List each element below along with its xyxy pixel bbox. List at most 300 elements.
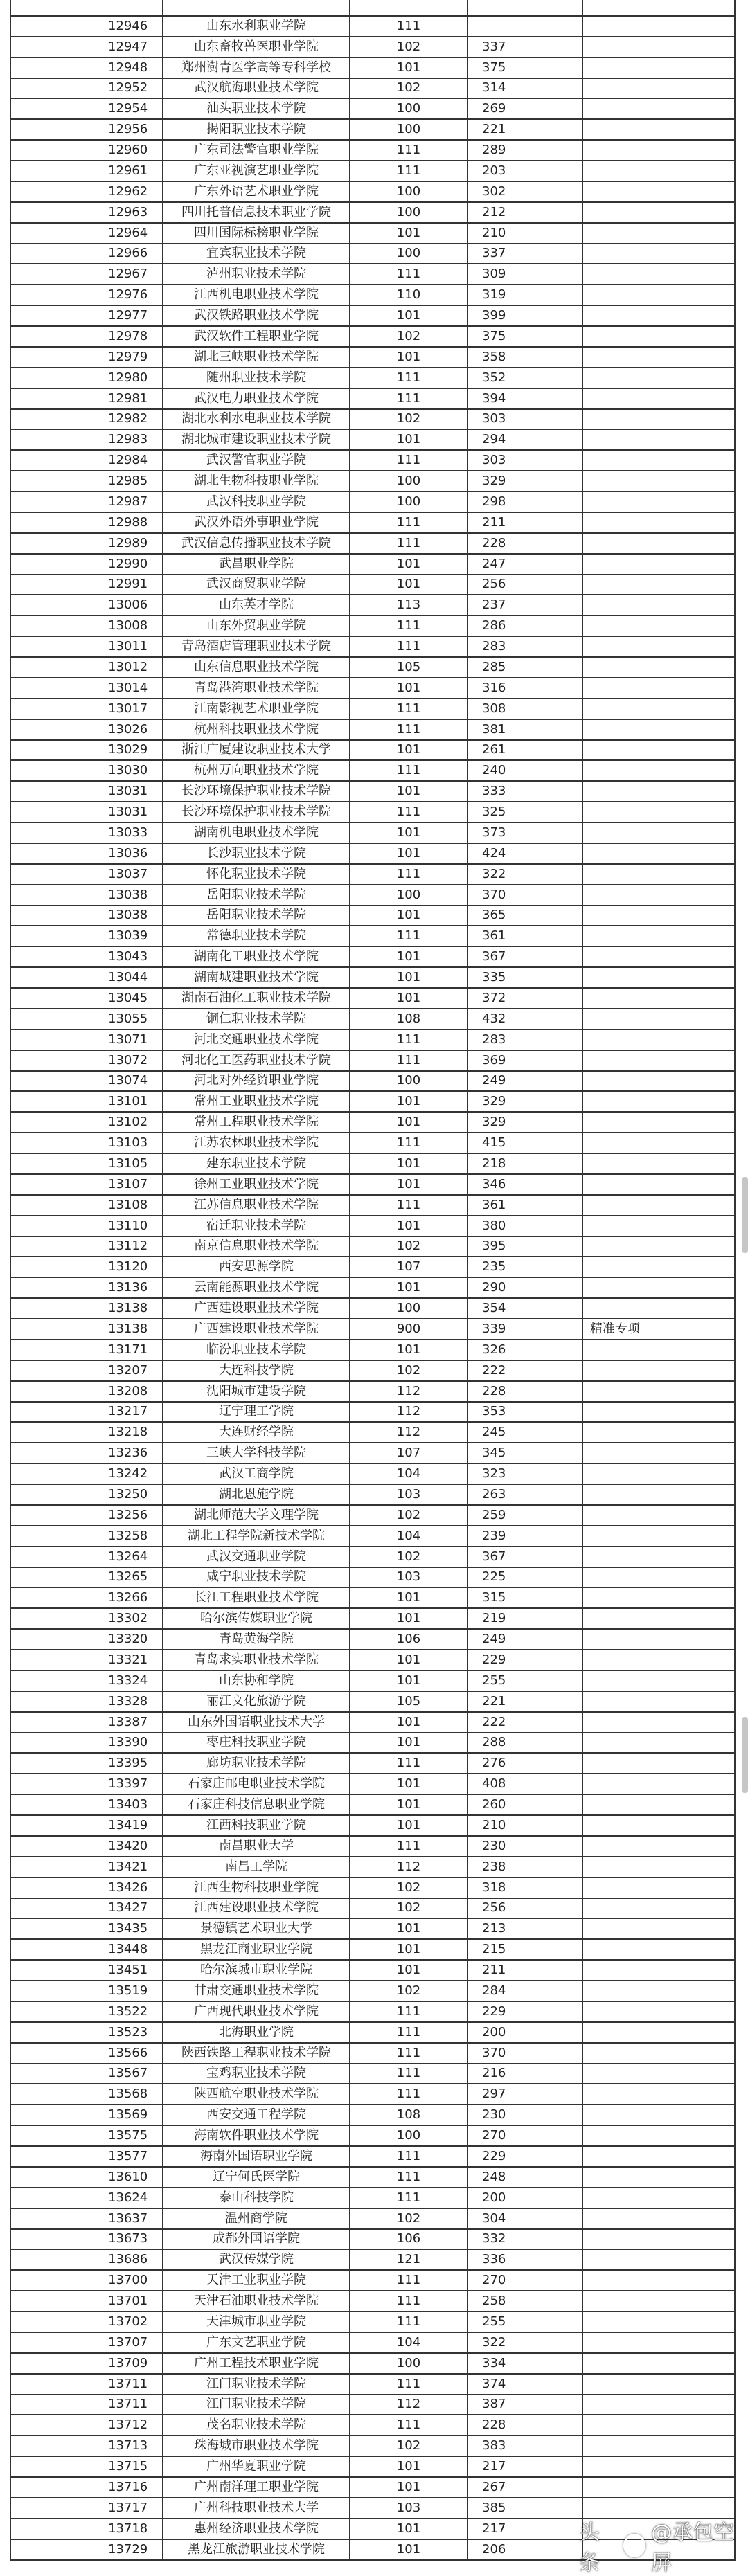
table-row	[11, 2291, 736, 2312]
school-name-cell: 长沙职业技术学院	[163, 844, 350, 863]
school-name-cell: 四川国际标榜职业学院	[163, 224, 350, 243]
min-score-cell: 270	[468, 2271, 583, 2290]
school-code-cell: 13711	[11, 2375, 163, 2394]
major-group-cell: 111	[350, 1030, 468, 1050]
school-name-cell: 武汉科技职业学院	[163, 492, 350, 512]
min-score-cell: 228	[468, 534, 583, 553]
school-code-cell: 13426	[11, 1878, 163, 1898]
major-group-cell: 104	[350, 2333, 468, 2352]
school-name-cell: 广西建设职业技术学院	[163, 1299, 350, 1318]
toutiao-watermark	[579, 2521, 748, 2575]
school-name-cell: 常德职业技术学院	[163, 926, 350, 946]
note-cell	[583, 1816, 736, 1835]
table-row	[11, 1671, 736, 1692]
table-row	[11, 1051, 736, 1072]
school-code-cell: 13420	[11, 1837, 163, 1856]
school-code-cell: 12990	[11, 555, 163, 574]
table-row	[11, 1940, 736, 1961]
min-score-cell: 372	[468, 989, 583, 1008]
table-row	[11, 926, 736, 947]
table-row	[11, 0, 736, 17]
table-row	[11, 1154, 736, 1175]
note-cell	[583, 906, 736, 926]
min-score-cell: 375	[468, 58, 583, 78]
table-row	[11, 513, 736, 534]
school-name-cell: 广州南洋理工职业学院	[163, 2478, 350, 2497]
note-cell	[583, 1899, 736, 1918]
min-score-cell: 367	[468, 1547, 583, 1567]
note-cell	[583, 2023, 736, 2042]
school-name-cell: 丽江文化旅游学院	[163, 1692, 350, 1711]
table-row	[11, 1754, 736, 1774]
major-group-cell: 101	[350, 947, 468, 966]
school-code-cell: 13320	[11, 1630, 163, 1649]
school-code-cell: 13568	[11, 2084, 163, 2104]
min-score-cell: 383	[468, 2436, 583, 2456]
school-name-cell: 汕头职业技术学院	[163, 99, 350, 118]
major-group-cell: 111	[350, 2271, 468, 2290]
major-group-cell: 101	[350, 678, 468, 698]
note-cell	[583, 2375, 736, 2394]
school-name-cell: 海南外国语职业学院	[163, 2147, 350, 2166]
note-cell	[583, 1361, 736, 1380]
note-cell	[583, 2478, 736, 2497]
min-score-cell: 263	[468, 1485, 583, 1504]
school-code-cell: 13038	[11, 906, 163, 926]
table-row	[11, 2168, 736, 2188]
school-name-cell: 四川托普信息技术职业学院	[163, 203, 350, 222]
school-code-cell: 13256	[11, 1506, 163, 1525]
school-name-cell: 陕西航空职业技术学院	[163, 2084, 350, 2104]
table-row	[11, 699, 736, 720]
min-score-cell: 225	[468, 1568, 583, 1587]
major-group-cell: 102	[350, 2436, 468, 2456]
major-group-cell: 111	[350, 2291, 468, 2311]
school-name-cell: 大连科技学院	[163, 1361, 350, 1380]
note-cell	[583, 224, 736, 243]
school-name-cell: 武汉传媒学院	[163, 2250, 350, 2269]
school-name-cell: 石家庄科技信息职业学院	[163, 1795, 350, 1814]
table-row	[11, 844, 736, 865]
table-row	[11, 1092, 736, 1113]
school-code-cell: 13036	[11, 844, 163, 863]
school-code-cell: 13403	[11, 1795, 163, 1814]
school-code-cell: 13105	[11, 1154, 163, 1173]
table-row	[11, 1382, 736, 1403]
major-group-cell: 101	[350, 989, 468, 1008]
major-group-cell: 101	[350, 1733, 468, 1753]
major-group-cell: 111	[350, 2375, 468, 2394]
min-score-cell: 221	[468, 1692, 583, 1711]
school-name-cell: 哈尔滨传媒职业学院	[163, 1609, 350, 1628]
school-code-cell: 13138	[11, 1299, 163, 1318]
table-row	[11, 1713, 736, 1733]
note-cell	[583, 1713, 736, 1732]
note-cell	[583, 389, 736, 408]
table-row	[11, 637, 736, 658]
school-code-cell: 12987	[11, 492, 163, 512]
note-cell	[583, 1837, 736, 1856]
min-score-cell: 256	[468, 1899, 583, 1918]
note-cell	[583, 1526, 736, 1546]
min-score-cell: 304	[468, 2209, 583, 2228]
note-cell	[583, 699, 736, 719]
min-score-cell: 329	[468, 1113, 583, 1132]
table-row	[11, 1899, 736, 1920]
school-code-cell: 12976	[11, 285, 163, 305]
school-name-cell: 景德镇艺术职业大学	[163, 1919, 350, 1938]
major-group-cell: 111	[350, 2168, 468, 2187]
school-name-cell: 建东职业技术学院	[163, 1154, 350, 1173]
school-name-cell: 广东亚视演艺职业学院	[163, 161, 350, 181]
note-cell	[583, 844, 736, 863]
school-code-cell: 12947	[11, 37, 163, 57]
major-group-cell: 100	[350, 244, 468, 264]
table-row	[11, 1547, 736, 1568]
min-score-cell: 361	[468, 1196, 583, 1215]
min-score-cell: 335	[468, 968, 583, 987]
table-row	[11, 2188, 736, 2209]
school-code-cell: 13448	[11, 1940, 163, 1959]
major-group-cell: 112	[350, 2395, 468, 2415]
major-group-cell: 102	[350, 1981, 468, 2001]
school-name-cell: 湖北恩施学院	[163, 1485, 350, 1504]
note-cell	[583, 410, 736, 429]
school-code-cell: 12966	[11, 244, 163, 264]
note-cell	[583, 782, 736, 801]
major-group-cell: 101	[350, 2457, 468, 2476]
note-cell	[583, 1609, 736, 1628]
min-score-cell: 270	[468, 2126, 583, 2145]
school-name-cell: 长沙环境保护职业技术学院	[163, 782, 350, 801]
school-name-cell: 揭阳职业技术学院	[163, 120, 350, 139]
table-row	[11, 224, 736, 244]
note-cell	[583, 2188, 736, 2208]
note-cell	[583, 58, 736, 78]
table-row	[11, 906, 736, 927]
school-code-cell: 13566	[11, 2044, 163, 2063]
note-cell	[583, 741, 736, 760]
note-cell	[583, 2064, 736, 2084]
table-row	[11, 1237, 736, 1258]
scrollbar-thumb-lower[interactable]	[742, 1717, 748, 1793]
table-row	[11, 1837, 736, 1857]
min-score-cell: 315	[468, 1588, 583, 1607]
major-group-cell: 106	[350, 2230, 468, 2249]
note-cell	[583, 1671, 736, 1691]
major-group-cell: 100	[350, 492, 468, 512]
table-row	[11, 802, 736, 823]
school-code-cell: 13729	[11, 2540, 163, 2559]
scrollbar-thumb[interactable]	[742, 1177, 748, 1253]
min-score-cell: 203	[468, 161, 583, 181]
school-code-cell: 13110	[11, 1216, 163, 1236]
table-row	[11, 1196, 736, 1216]
school-name-cell: 广东外语艺术职业学院	[163, 182, 350, 201]
major-group-cell: 111	[350, 1754, 468, 1773]
table-row	[11, 1278, 736, 1299]
table-row	[11, 2126, 736, 2147]
min-score-cell: 210	[468, 1816, 583, 1835]
school-code-cell: 13031	[11, 782, 163, 801]
major-group-cell: 107	[350, 1257, 468, 1277]
school-name-cell: 广州华夏职业学院	[163, 2457, 350, 2476]
school-name-cell: 临汾职业技术学院	[163, 1340, 350, 1360]
major-group-cell: 111	[350, 2312, 468, 2332]
school-code-cell: 13017	[11, 699, 163, 719]
table-row	[11, 99, 736, 120]
min-score-cell: 345	[468, 1443, 583, 1463]
min-score-cell: 298	[468, 492, 583, 512]
note-cell	[583, 1919, 736, 1938]
note-cell	[583, 327, 736, 346]
school-name-cell: 河北对外经贸职业学院	[163, 1072, 350, 1091]
table-row	[11, 1506, 736, 1526]
school-code-cell: 13421	[11, 1857, 163, 1877]
school-name-cell: 广东文艺职业学院	[163, 2333, 350, 2352]
major-group-cell: 100	[350, 2126, 468, 2145]
school-code-cell: 13390	[11, 1733, 163, 1753]
school-code-cell: 13522	[11, 2002, 163, 2021]
table-row	[11, 1175, 736, 1196]
note-cell	[583, 1072, 736, 1091]
school-code-cell: 12961	[11, 161, 163, 181]
min-score-cell: 334	[468, 2354, 583, 2373]
table-row	[11, 1257, 736, 1278]
note-cell	[583, 1878, 736, 1898]
min-score-cell: 212	[468, 203, 583, 222]
school-code-cell: 13717	[11, 2498, 163, 2518]
min-score-cell: 294	[468, 430, 583, 449]
major-group-cell: 111	[350, 2002, 468, 2021]
major-group-cell: 101	[350, 2540, 468, 2559]
table-row	[11, 2457, 736, 2478]
min-score-cell: 322	[468, 2333, 583, 2352]
table-row	[11, 471, 736, 492]
table-row	[11, 678, 736, 699]
note-cell	[583, 1547, 736, 1567]
major-group-cell: 111	[350, 637, 468, 656]
note-cell	[583, 285, 736, 305]
note-cell	[583, 513, 736, 532]
school-code-cell: 13108	[11, 1196, 163, 1215]
min-score-cell: 211	[468, 513, 583, 532]
school-code-cell: 13039	[11, 926, 163, 946]
table-row	[11, 37, 736, 58]
table-row	[11, 1692, 736, 1713]
school-name-cell: 天津工业职业学院	[163, 2271, 350, 2290]
table-row	[11, 451, 736, 471]
school-name-cell: 武汉工商学院	[163, 1464, 350, 1484]
min-score-cell: 374	[468, 2375, 583, 2394]
note-cell	[583, 1774, 736, 1794]
school-name-cell: 成都外国语学院	[163, 2230, 350, 2249]
min-score-cell: 256	[468, 575, 583, 595]
min-score-cell: 218	[468, 1154, 583, 1173]
table-row	[11, 1919, 736, 1940]
school-name-cell: 江苏信息职业技术学院	[163, 1196, 350, 1215]
note-cell	[583, 2291, 736, 2311]
major-group-cell: 100	[350, 120, 468, 139]
school-code-cell: 13397	[11, 1774, 163, 1794]
school-name-cell: 杭州科技职业技术学院	[163, 720, 350, 739]
major-group-cell: 101	[350, 1588, 468, 1607]
school-name-cell: 徐州工业职业技术学院	[163, 1175, 350, 1194]
school-name-cell: 武汉软件工程职业学院	[163, 327, 350, 346]
min-score-cell: 326	[468, 1340, 583, 1360]
min-score-cell: 200	[468, 2188, 583, 2208]
school-code-cell: 13250	[11, 1485, 163, 1504]
min-score-cell: 267	[468, 2478, 583, 2497]
table-row	[11, 575, 736, 596]
school-code-cell: 13712	[11, 2415, 163, 2435]
note-cell	[583, 1981, 736, 2001]
school-code-cell: 12991	[11, 575, 163, 595]
min-score-cell: 332	[468, 2230, 583, 2249]
min-score-cell: 303	[468, 410, 583, 429]
school-code-cell: 13044	[11, 968, 163, 987]
min-score-cell: 285	[468, 658, 583, 677]
table-row	[11, 1009, 736, 1030]
table-row	[11, 595, 736, 616]
table-row	[11, 1030, 736, 1051]
school-code-cell: 13242	[11, 1464, 163, 1484]
min-score-cell: 288	[468, 1733, 583, 1753]
min-score-cell: 228	[468, 2415, 583, 2435]
school-code-cell: 13387	[11, 1713, 163, 1732]
school-code-cell: 12962	[11, 182, 163, 201]
min-score-cell: 229	[468, 1650, 583, 1670]
min-score-cell: 369	[468, 1051, 583, 1070]
major-group-cell: 111	[350, 2415, 468, 2435]
note-cell	[583, 1857, 736, 1877]
school-code-cell: 13328	[11, 1692, 163, 1711]
school-code-cell: 12963	[11, 203, 163, 222]
min-score-cell: 346	[468, 1175, 583, 1194]
table-row	[11, 534, 736, 555]
school-code-cell: 12979	[11, 348, 163, 367]
school-code-cell: 13218	[11, 1423, 163, 1442]
major-group-cell: 105	[350, 1692, 468, 1711]
school-name-cell: 湖北师范大学文理学院	[163, 1506, 350, 1525]
school-code-cell: 13715	[11, 2457, 163, 2476]
school-name-cell: 枣庄科技职业学院	[163, 1733, 350, 1753]
table-row	[11, 2002, 736, 2023]
note-cell	[583, 2312, 736, 2332]
min-score-cell: 415	[468, 1133, 583, 1153]
min-score-cell: 323	[468, 1464, 583, 1484]
min-score-cell: 245	[468, 1423, 583, 1442]
table-row	[11, 79, 736, 100]
note-cell	[583, 1692, 736, 1711]
table-row	[11, 947, 736, 968]
note-cell	[583, 1568, 736, 1587]
major-group-cell: 101	[350, 1609, 468, 1628]
school-name-cell: 湖南机电职业技术学院	[163, 823, 350, 843]
school-code-cell: 13713	[11, 2436, 163, 2456]
table-row	[11, 1361, 736, 1382]
table-row	[11, 1795, 736, 1816]
school-code-cell: 13523	[11, 2023, 163, 2042]
min-score-cell: 261	[468, 741, 583, 760]
min-score-cell: 354	[468, 1299, 583, 1318]
note-cell	[583, 2105, 736, 2125]
table-row	[11, 1403, 736, 1423]
school-name-cell	[163, 0, 350, 15]
school-name-cell: 岳阳职业技术学院	[163, 906, 350, 926]
table-row	[11, 2105, 736, 2126]
min-score-cell: 235	[468, 1257, 583, 1277]
table-row	[11, 2230, 736, 2251]
min-score-cell: 432	[468, 1009, 583, 1029]
min-score-cell: 238	[468, 1857, 583, 1877]
school-code-cell: 13136	[11, 1278, 163, 1297]
note-cell	[583, 1196, 736, 1215]
min-score-cell: 365	[468, 906, 583, 926]
table-row	[11, 430, 736, 451]
note-cell	[583, 1051, 736, 1070]
min-score-cell	[468, 0, 583, 15]
note-cell	[583, 575, 736, 595]
major-group-cell: 111	[350, 720, 468, 739]
min-score-cell: 309	[468, 264, 583, 284]
table-row	[11, 1113, 736, 1133]
play-circle-icon	[623, 2534, 645, 2557]
major-group-cell: 101	[350, 1774, 468, 1794]
major-group-cell: 112	[350, 1423, 468, 1442]
min-score-cell: 424	[468, 844, 583, 863]
watermark-brand: 头条	[579, 2521, 600, 2575]
major-group-cell: 101	[350, 306, 468, 325]
major-group-cell: 101	[350, 1919, 468, 1938]
note-cell	[583, 761, 736, 780]
min-score-cell: 302	[468, 182, 583, 201]
admission-score-table	[10, 0, 736, 2561]
major-group-cell: 103	[350, 2498, 468, 2518]
major-group-cell: 101	[350, 1961, 468, 1980]
min-score-cell	[468, 17, 583, 36]
major-group-cell: 111	[350, 802, 468, 822]
min-score-cell: 211	[468, 1961, 583, 1980]
major-group-cell: 111	[350, 2064, 468, 2084]
major-group-cell: 101	[350, 58, 468, 78]
school-name-cell: 怀化职业技术学院	[163, 865, 350, 884]
table-row	[11, 1650, 736, 1671]
major-group-cell: 108	[350, 1009, 468, 1029]
school-name-cell: 泰山科技学院	[163, 2188, 350, 2208]
min-score-cell: 337	[468, 37, 583, 57]
min-score-cell: 284	[468, 1981, 583, 2001]
table-row	[11, 782, 736, 802]
major-group-cell: 104	[350, 1526, 468, 1546]
major-group-cell: 101	[350, 1092, 468, 1111]
min-score-cell: 206	[468, 2540, 583, 2559]
school-code-cell: 12982	[11, 410, 163, 429]
school-name-cell: 武汉铁路职业技术学院	[163, 306, 350, 325]
note-cell	[583, 1133, 736, 1153]
note-cell	[583, 182, 736, 201]
table-row	[11, 1630, 736, 1650]
major-group-cell	[350, 0, 468, 15]
school-name-cell: 江西科技职业学院	[163, 1816, 350, 1835]
school-code-cell: 12984	[11, 451, 163, 470]
note-cell	[583, 1485, 736, 1504]
school-name-cell: 黑龙江旅游职业技术学院	[163, 2540, 350, 2559]
note-cell	[583, 1961, 736, 1980]
school-code-cell: 13709	[11, 2354, 163, 2373]
table-row	[11, 368, 736, 389]
school-name-cell: 江西建设职业技术学院	[163, 1899, 350, 1918]
